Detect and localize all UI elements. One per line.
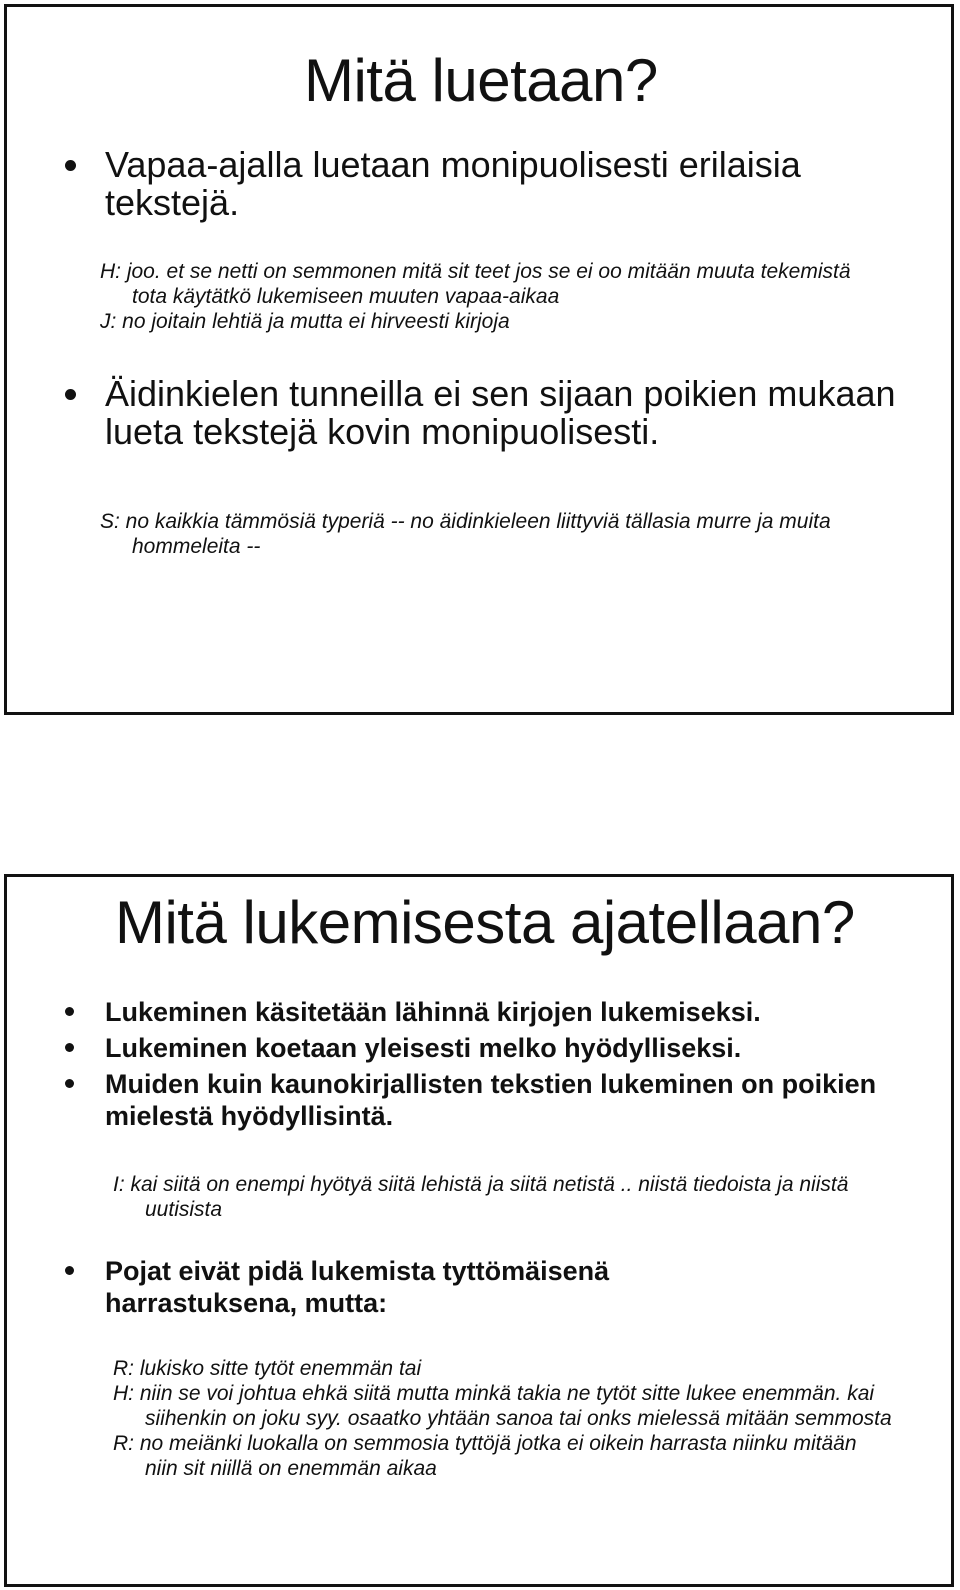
quote-line: H: joo. et se netti on semmonen mitä sit teet jos se ei oo mitään muuta tekemistä tota käytätkö lukemiseen muuten vapaa-aikaa	[100, 260, 851, 308]
slide-2-bullet-1-text: Lukeminen käsitetään lähinnä kirjojen lukemiseksi.	[105, 997, 761, 1027]
slide-1	[4, 4, 954, 715]
quote-line: S: no kaikkia tämmösiä typeriä -- no äidinkieleen liittyviä tällasia murre ja muita hommeleita --	[100, 510, 831, 558]
slide-2-title: Mitä lukemisesta ajatellaan?	[115, 889, 855, 956]
slide-1-quote-2	[100, 509, 900, 559]
slide-1-quote-1	[100, 259, 880, 334]
slide-1-bullet-1	[65, 146, 925, 222]
slide-1-bullet-2-text: Äidinkielen tunneilla ei sen sijaan poikien mukaan lueta tekstejä kovin monipuolisesti.	[105, 373, 896, 452]
slide-1-bullet-2	[65, 375, 925, 451]
bullet-dot-icon	[65, 1266, 74, 1275]
quote-line: I: kai siitä on enempi hyötyä siitä lehistä ja siitä netistä .. niistä tiedoista ja niistä uutisista	[113, 1173, 849, 1221]
quote-line: R: no meiänki luokalla on semmosia tyttöjä jotka ei oikein harrasta niinku mitään niin sit niillä on enemmän aikaa	[113, 1432, 857, 1480]
slide-2-bullet-3	[65, 1068, 925, 1132]
slide-1-title: Mitä luetaan?	[304, 47, 658, 114]
slide-2-bullet-2	[65, 1032, 925, 1064]
bullet-dot-icon	[65, 1079, 74, 1088]
quote-line: H: niin se voi johtua ehkä siitä mutta minkä takia ne tytöt sitte lukee enemmän. kai siihenkin on joku syy. osaatko yhtään sanoa tai onks mielessä mitään semmosta	[113, 1382, 892, 1430]
slide-2-bullet-3-text: Muiden kuin kaunokirjallisten tekstien lukeminen on poikien mielestä hyödyllisintä.	[105, 1069, 877, 1131]
slide-2	[4, 874, 954, 1587]
slide-2-bullet-4-text: Pojat eivät pidä lukemista tyttömäisenä harrastuksena, mutta:	[105, 1256, 610, 1318]
slide-2-bullet-2-text: Lukeminen koetaan yleisesti melko hyödylliseksi.	[105, 1033, 742, 1063]
bullet-dot-icon	[65, 1043, 74, 1052]
bullet-dot-icon	[65, 1007, 74, 1016]
slide-2-quote-1	[113, 1172, 903, 1222]
bullet-dot-icon	[65, 389, 76, 400]
slide-2-bullet-4	[65, 1255, 925, 1319]
slide-2-quote-2	[113, 1356, 893, 1481]
bullet-dot-icon	[65, 160, 76, 171]
quote-line: R: lukisko sitte tytöt enemmän tai	[113, 1357, 422, 1380]
slide-2-bullet-1	[65, 996, 925, 1028]
quote-line: J: no joitain lehtiä ja mutta ei hirveesti kirjoja	[100, 310, 510, 333]
slide-1-bullet-1-text: Vapaa-ajalla luetaan monipuolisesti erilaisia tekstejä.	[105, 144, 801, 223]
